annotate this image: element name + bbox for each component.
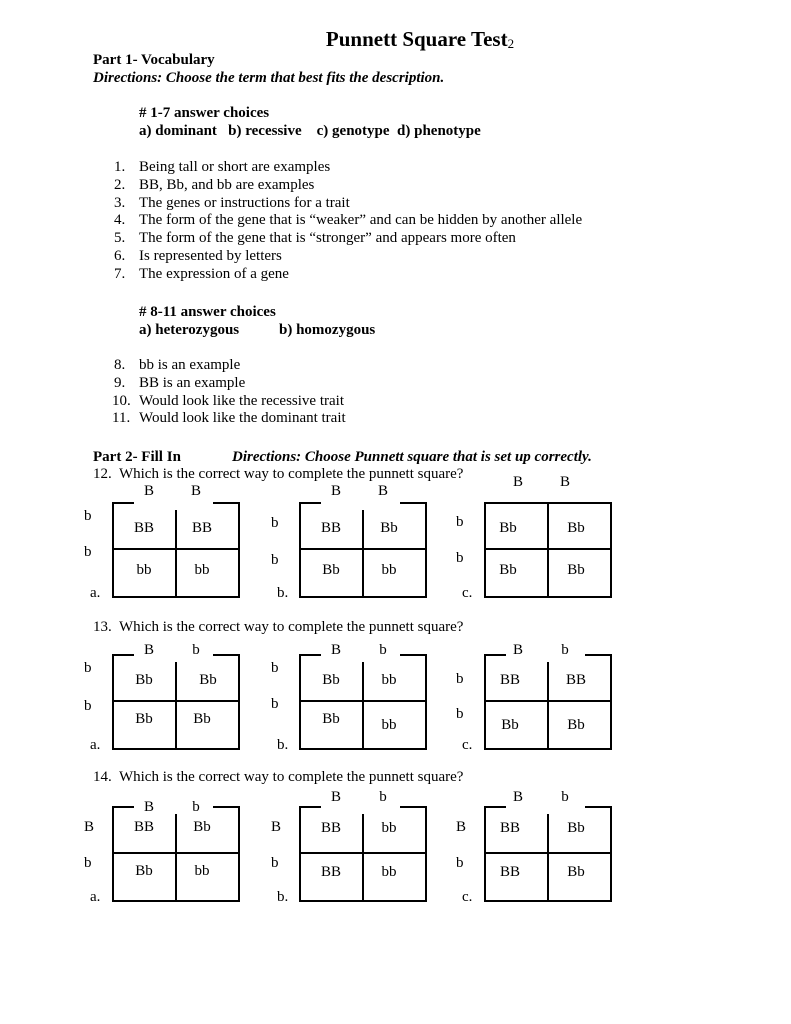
list-item: 2. BB, Bb, and bb are examples — [114, 176, 315, 193]
option-label[interactable]: c. — [462, 585, 473, 601]
list-item: 6. Is represented by letters — [114, 247, 282, 264]
list-item: 5. The form of the gene that is “stronger” and appears more often — [114, 230, 516, 247]
option-label[interactable]: a. — [90, 737, 101, 753]
list-item: 10. Would look like the recessive trait — [112, 392, 344, 409]
option-label[interactable]: c. — [462, 737, 473, 753]
list-item: 8. bb is an example — [114, 357, 241, 373]
part2-directions: Directions: Choose Punnett square that is set up correctly. — [232, 449, 592, 465]
list-item: 3. The genes or instructions for a trait — [114, 194, 350, 211]
part1-heading: Part 1- Vocabulary — [93, 52, 215, 68]
punnett-square-14c: B b B b BB Bb BB Bb c. — [484, 806, 612, 902]
group2-choice-a: a) heterozygous — [139, 322, 240, 338]
part2-heading: Part 2- Fill In — [93, 449, 181, 465]
punnett-square-12a: B B b b BB BB bb bb a. — [112, 502, 240, 598]
punnett-square-12b: B B b b BB Bb Bb bb b. — [299, 502, 427, 598]
list-item: 7. The expression of a gene — [114, 265, 289, 282]
punnett-square-13b: B b b b Bb bb Bb bb b. — [299, 654, 427, 750]
option-label[interactable]: c. — [462, 889, 473, 905]
question-13: 13. Which is the correct way to complete the punnett square? — [93, 619, 464, 635]
option-label[interactable]: b. — [277, 585, 289, 601]
option-label[interactable]: b. — [277, 889, 289, 905]
option-label[interactable]: a. — [90, 585, 101, 601]
list-item: 11. Would look like the dominant trait — [112, 410, 346, 427]
title-subscript: 2 — [507, 36, 515, 51]
punnett-square-14b: B b B b BB bb BB bb b. — [299, 806, 427, 902]
punnett-square-13c: B b b b BB BB Bb Bb c. — [484, 654, 612, 750]
vocab-list-2 — [112, 357, 346, 428]
option-label[interactable]: a. — [90, 889, 101, 905]
punnett-square-12c: B B b b Bb Bb Bb Bb c. — [484, 502, 612, 598]
part1-directions: Directions: Choose the term that best fits the description. — [93, 70, 445, 86]
title-text: Punnett Square Test — [325, 27, 508, 51]
list-item: 9. BB is an example — [114, 374, 246, 391]
question-12: 12. Which is the correct way to complete the punnett square? — [93, 466, 464, 482]
punnett-square-14a: B b B b BB Bb Bb bb a. — [112, 806, 240, 902]
page-title — [0, 27, 791, 52]
question-14: 14. Which is the correct way to complete the punnett square? — [93, 769, 464, 785]
group2-choice-b: b) homozygous — [279, 322, 376, 338]
list-item: 1. Being tall or short are examples — [114, 159, 331, 175]
option-label[interactable]: b. — [277, 737, 289, 753]
group2-heading: # 8-11 answer choices — [139, 304, 276, 320]
list-item: 4. The form of the gene that is “weaker” and can be hidden by another allele — [114, 212, 583, 229]
group1-heading: # 1-7 answer choices — [139, 105, 270, 121]
group1-choices: a) dominant b) recessive c) genotype d) phenotype — [139, 123, 481, 139]
punnett-square-13a: B b b b Bb Bb Bb Bb a. — [112, 654, 240, 750]
vocab-list-1 — [116, 159, 582, 284]
